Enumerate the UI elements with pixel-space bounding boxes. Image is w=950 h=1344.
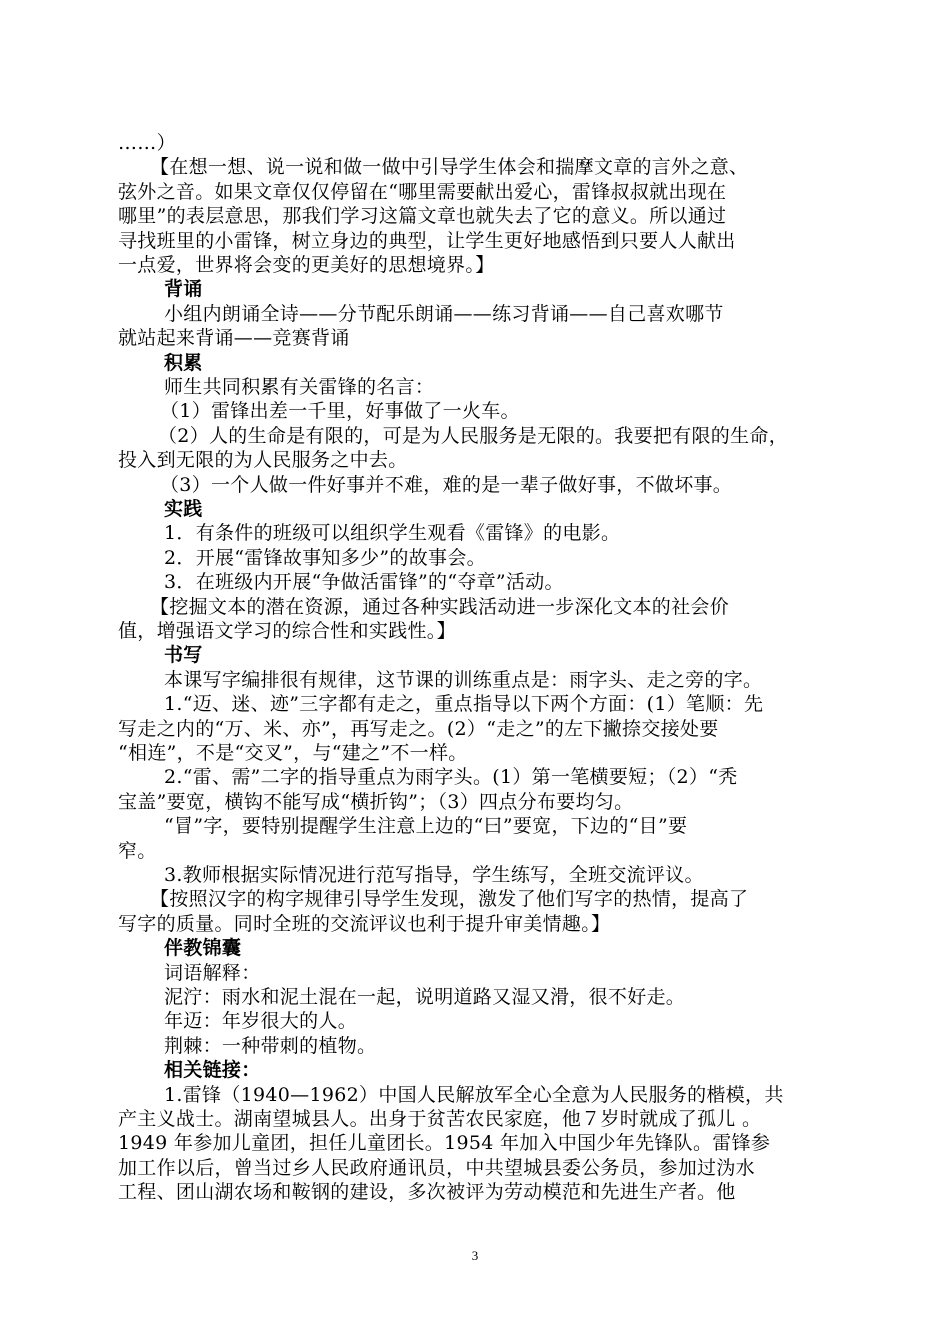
text-line: 值，增强语文学习的综合性和实践性。】 (118, 620, 456, 642)
section-heading: 背诵 (164, 278, 203, 301)
text-line: 写走之内的“万、米、亦”，再写走之。(2）“走之”的左下撇捺交接处要 (118, 717, 719, 740)
text-line: 师生共同积累有关雷锋的名言： (164, 376, 435, 398)
text-line: 投入到无限的为人民服务之中去。 (118, 449, 408, 472)
text-line: 就站起来背诵——竞赛背诵 (118, 327, 350, 350)
section-heading: 伴教锦囊 (164, 937, 242, 960)
text-line: 2．开展“雷锋故事知多少”的故事会。 (164, 546, 486, 569)
text-line: 加工作以后，曾当过乡人民政府通讯员，中共望城县委公务员，参加过沩水 (118, 1156, 755, 1179)
text-line: 泥泞：雨水和泥土混在一起，说明道路又湿又滑，很不好走。 (164, 986, 686, 1008)
text-line: 1.雷锋（1940—1962）中国人民解放军全心全意为人民服务的楷模，共 (164, 1083, 784, 1106)
text-line: （1）雷锋出差一千里，好事做了一火车。 (160, 400, 520, 423)
text-line: （3）一个人做一件好事并不难，难的是一辈子做好事，不做坏事。 (160, 473, 733, 496)
text-line: 工程、团山湖农场和鞍钢的建设，多次被评为劳动模范和先进生产者。他 (118, 1181, 736, 1204)
text-line: 写字的质量。同时全班的交流评议也利于提升审美情趣。】 (118, 912, 611, 935)
section-heading: 积累 (164, 351, 203, 374)
text-line: 【按照汉字的构字规律引导学生发现，激发了他们写字的热情，提高了 (150, 888, 749, 911)
text-line: 【在想一想、说一说和做一做中引导学生体会和揣摩文章的言外之意、 (150, 156, 749, 179)
text-line: 1．有条件的班级可以组织学生观看《雷锋》的电影。 (164, 522, 621, 545)
text-line: 小组内朗诵全诗——分节配乐朗诵——练习背诵——自己喜欢哪节 (164, 302, 724, 325)
text-line: ……） (118, 132, 176, 154)
text-line: 窄。 (118, 839, 157, 862)
text-line: 年迈：年岁很大的人。 (164, 1010, 358, 1033)
text-line: 1.“迈、迷、迹”三字都有走之，重点指导以下两个方面：(1）笔顺：先 (164, 693, 764, 716)
text-line: 【挖掘文本的潜在资源，通过各种实践活动进一步深化文本的社会价 (150, 595, 730, 618)
text-line: 产主义战士。湖南望城县人。出身于贫苦农民家庭，他７岁时就成了孤儿 。 (118, 1108, 762, 1130)
text-line: 一点爱，世界将会变的更美好的思想境界。】 (118, 254, 495, 276)
text-line: 荆棘：一种带刺的植物。 (164, 1034, 377, 1057)
text-line: “冒”字，要特别提醒学生注意上边的“曰”要宽，下边的“目”要 (164, 815, 688, 838)
text-line: 词语解释： (164, 961, 261, 984)
section-heading: 实践 (164, 498, 203, 520)
text-line: 2.“雷、需”二字的指导重点为雨字头。(1）第一笔横要短；（2）“秃 (164, 766, 738, 789)
text-line: 1949 年参加儿童团，担任儿童团长。1954 年加入中国少年先锋队。雷锋参 (118, 1132, 771, 1155)
section-heading: 相关链接： (164, 1059, 261, 1082)
text-line: 本课写字编排很有规律，这节课的训练重点是：雨字头、走之旁的字。 (164, 668, 763, 691)
text-line: 寻找班里的小雷锋，树立身边的典型，让学生更好地感悟到只要人人献出 (118, 229, 736, 252)
text-line: （2）人的生命是有限的，可是为人民服务是无限的。我要把有限的生命， (158, 424, 788, 447)
page-number: 3 (471, 1248, 479, 1263)
text-line: 宝盖”要宽，横钩不能写成“横折钩”；（3）四点分布要均匀。 (118, 790, 634, 813)
section-heading: 书写 (164, 644, 203, 667)
text-line: 3.教师根据实际情况进行范写指导，学生练写，全班交流评议。 (164, 864, 704, 886)
text-line: 哪里”的表层意思，那我们学习这篇文章也就失去了它的意义。所以通过 (118, 205, 727, 228)
text-line: 3．在班级内开展“争做活雷锋”的“夺章”活动。 (164, 571, 564, 594)
text-line: 弦外之音。如果文章仅仅停留在“哪里需要献出爱心，雷锋叔叔就出现在 (118, 180, 727, 203)
text-line: “相连”，不是“交叉”，与“建之”不一样。 (118, 742, 468, 764)
